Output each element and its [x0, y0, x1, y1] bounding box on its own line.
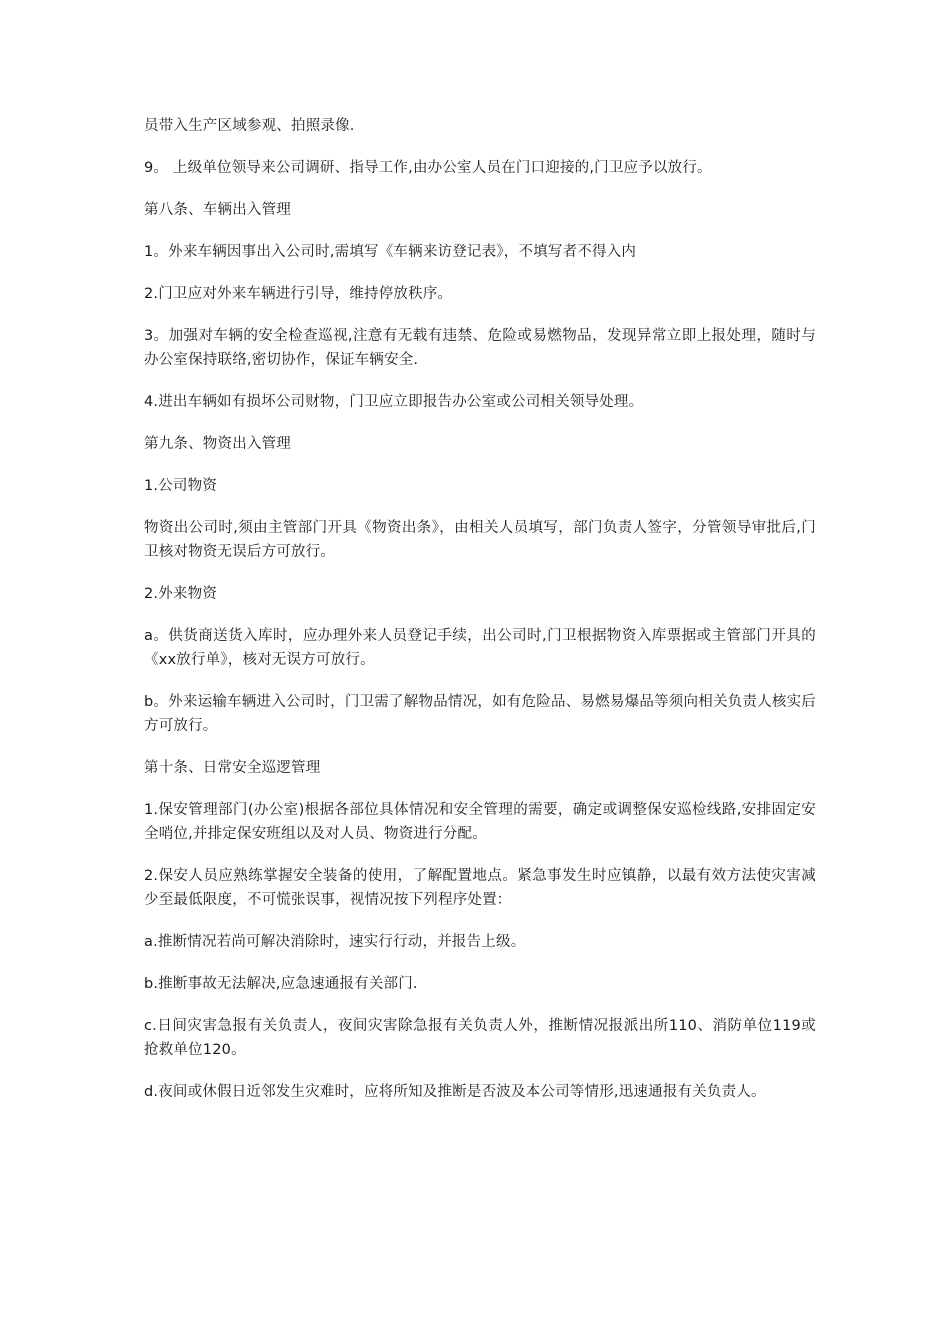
paragraph-vehicle-1: 1。外来车辆因事出入公司时,需填写《车辆来访登记表》，不填写者不得入内 — [144, 244, 637, 260]
paragraph-external-b: b。外来运输车辆进入公司时，门卫需了解物品情况，如有危险品、易燃易爆品等须向相关负责人核实后方可放行。 — [144, 694, 816, 734]
paragraph-vehicle-3: 3。加强对车辆的安全检查巡视,注意有无载有违禁、危险或易燃物品，发现异常立即上报处理，随时与办公室保持联络,密切协作，保证车辆安全. — [144, 328, 816, 368]
paragraph-company-materials: 物资出公司时,须由主管部门开具《物资出条》，由相关人员填写，部门负责人签字，分管领导审批后,门卫核对物资无误后方可放行。 — [144, 520, 816, 560]
paragraph-external-a: a。供货商送货入库时，应办理外来人员登记手续，出公司时,门卫根据物资入库票据或主管部门开具的《xx放行单》，核对无误方可放行。 — [144, 628, 816, 668]
subheading-company-materials: 1.公司物资 — [144, 478, 218, 494]
paragraph-patrol-b: b.推断事故无法解决,应急速通报有关部门. — [144, 976, 418, 992]
paragraph-vehicle-2: 2.门卫应对外来车辆进行引导，维持停放秩序。 — [144, 286, 453, 302]
paragraph-vehicle-4: 4.进出车辆如有损坏公司财物，门卫应立即报告办公室或公司相关领导处理。 — [144, 394, 644, 410]
paragraph-rule-9-leaders: 9。 上级单位领导来公司调研、指导工作,由办公室人员在门口迎接的,门卫应予以放行。 — [144, 160, 712, 176]
paragraph-patrol-2: 2.保安人员应熟练掌握安全装备的使用，了解配置地点。紧急事发生时应镇静，以最有效方法使灾害减少至最低限度，不可慌张误事，视情况按下列程序处置： — [144, 868, 816, 908]
document-body — [144, 114, 816, 1122]
heading-article-10: 第十条、日常安全巡逻管理 — [144, 760, 321, 776]
subheading-external-materials: 2.外来物资 — [144, 586, 218, 602]
paragraph-patrol-c: c.日间灾害急报有关负责人，夜间灾害除急报有关负责人外，推断情况报派出所110、消防单位119或抢救单位120。 — [144, 1018, 816, 1058]
paragraph-visitor-photo-rule: 员带入生产区域参观、拍照录像. — [144, 118, 355, 134]
paragraph-patrol-d: d.夜间或休假日近邻发生灾难时，应将所知及推断是否波及本公司等情形,迅速通报有关负责人。 — [144, 1084, 766, 1100]
heading-article-8: 第八条、车辆出入管理 — [144, 202, 291, 218]
paragraph-patrol-a: a.推断情况若尚可解决消除时，速实行行动，并报告上级。 — [144, 934, 526, 950]
paragraph-patrol-1: 1.保安管理部门(办公室)根据各部位具体情况和安全管理的需要，确定或调整保安巡检线路,安排固定安全哨位,并排定保安班组以及对人员、物资进行分配。 — [144, 802, 816, 842]
heading-article-9: 第九条、物资出入管理 — [144, 436, 291, 452]
